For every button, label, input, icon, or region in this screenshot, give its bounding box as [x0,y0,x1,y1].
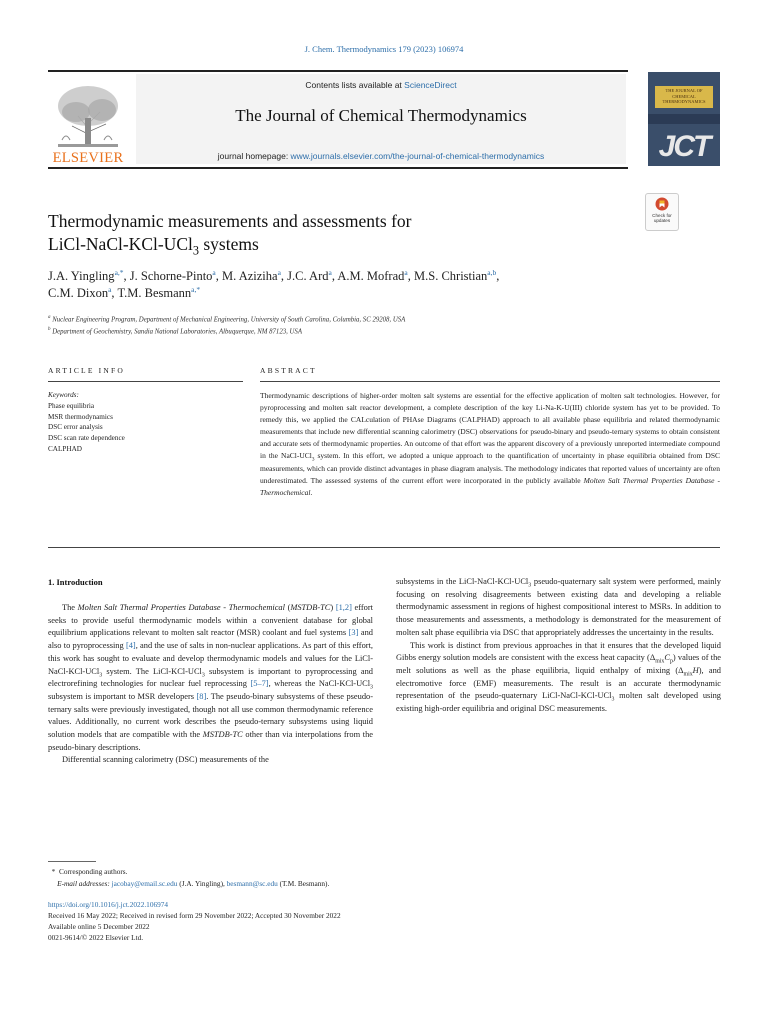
email-label: E-mail addresses: [57,878,110,888]
affiliation-a [48,313,688,325]
author-name[interactable]: M. Aziziha [222,269,278,283]
header-rule [48,70,628,72]
body-column-left [48,602,373,767]
available-date: Available online 5 December 2022 [48,922,150,931]
title-line-2 [48,233,608,256]
keywords-label: Keywords: [48,391,79,399]
affiliation-marker[interactable]: a,* [114,267,124,277]
author-name[interactable]: J. Schorne-Pinto [129,269,213,283]
affiliation-marker[interactable]: a,b [487,267,497,277]
cover-abbreviation: JCT [658,130,710,163]
affiliation-text: Department of Geochemistry, Sandia National Laboratories, Albuquerque, NM 87123, USA [52,328,302,336]
homepage-label: journal homepage: [217,151,291,161]
citation-link[interactable]: [5–7] [250,679,269,689]
affiliation-marker[interactable]: a [404,267,408,277]
email-owner: (T.M. Besmann). [277,878,330,888]
keyword: CALPHAD [48,444,82,453]
email-link-besmann[interactable]: besmann@sc.edu [226,878,278,888]
abstract-subscript: 3 [311,456,315,463]
body-paragraph: This work is distinct from previous approaches in that it ensures that the developed liquid Gibbs energy solution models are consistent with the excess heat capacity $(\Delta_{mix}C_p)$ values of the melt solutions as well as the phase equilibria, liquid enthalpy of mixing $(\Delta_{mix}H)$, and electromotive force (EMF) measurements. The result is an accurate thermodynamic representation of the pseudo-quaternary LiCl-NaCl-KCl-UCl$_3$ molten salt developed using existing high-order equilibria and original DSC measurements. [396,640,721,714]
copyright: 0021-9614/© 2022 Elsevier Ltd. [48,933,144,942]
abstract-part-2: system. In this effort, we adopted a unique approach to the quantification of uncertainty in phase equilibria obtained from DSC measurements, which can provide distinct advantages in phase diagram analysis. The methodology indicates that reported values of uncertainty are often underestimated. The assessed systems of the current effort were incorporated in the publicly available [260,451,721,485]
affiliation-marker[interactable]: a [108,284,112,294]
citation-link[interactable]: [8] [196,691,207,701]
abstract-part-1: Thermodynamic descriptions of higher-order molten salt systems are essential for the effective application of molten salt technologies. However, for pyroprocessing and molten salt reactor development, a complete description of the key Li-Na-K-U(III) chloride system has yet to be provided. To remedy this, we applied the CALculation of PHAse Diagrams (CALPHAD) approach to all available phase equilibria and related thermodynamic measurements that include new differential scanning calorimetry (DSC) observations for pseudo-binary and pseudo-ternary systems to obtain consistent and accurate sets of thermodynamic properties. An outcome of that effort was the apparent discovery of a previously unreported intermediate compound in the NaCl-UCl [260,391,720,461]
keywords [48,390,243,455]
title-line-2-text: LiCl-NaCl-KCl-UCl [48,234,193,254]
journal-title: The Journal of Chemical Thermodynamics [235,106,527,125]
article-title [48,210,608,256]
body-paragraph: Differential scanning calorimetry (DSC) measurements of the [62,755,269,765]
body-column-right [396,576,721,716]
cover-label: THE JOURNAL OF CHEMICAL THERMODYNAMICS [655,86,713,108]
body-paragraph: subsystems in the LiCl-NaCl-KCl-UCl$_3$ pseudo-quaternary salt system were performed, mainly focusing on resolving disagreements between existing data and developing a reliable thermodynamic assessment in regions of highest compositional interest to MSRs. In addition to those measurements and assessments, a methodology is demonstrated for the measurement of molten salt phase equilibria via DSC that appropriately addresses the uncertainty in the results. [396,577,721,637]
author-list: J.A. Yingling$^{a,*}$, J. Schorne-Pinto$^a$, M. Aziziha$^a$, J.C. Ard$^a$, A.M. Mofrad$^a$, M.S. Christian$^{a,b}$, C.M. Dixon$^a$, T.M. Besmann$^{a,*}$ [48,267,500,300]
keyword: DSC scan rate dependence [48,434,125,443]
affiliation-text: Nuclear Engineering Program, Department of Mechanical Engineering, University of South Carolina, Columbia, SC 29208, USA [52,316,406,324]
email-note [48,878,720,890]
check-updates-label: Check for updates [652,213,672,223]
corresponding-note: * Corresponding authors. [48,867,128,876]
section-rule [48,381,243,382]
affiliation-b [48,325,688,337]
journal-reference[interactable]: J. Chem. Thermodynamics 179 (2023) 106974 [304,44,464,54]
section-rule [260,381,720,382]
contents-line [136,80,626,90]
email-link-yingling[interactable]: jacobay@email.sc.edu [111,878,178,888]
abstract-text [260,390,720,499]
title-subscript: 3 [192,243,199,258]
keyword: Phase equilibria [48,401,95,410]
affiliation-mark: b [48,327,51,333]
footnote-rule [48,861,96,862]
email-owner: (J.A. Yingling), [177,878,227,888]
homepage-line [136,151,626,161]
affiliation-marker[interactable]: a [277,267,281,277]
cover-stripe [648,114,720,124]
author-name[interactable]: A.M. Mofrad [337,269,405,283]
citation-link[interactable]: [1,2] [335,603,352,612]
author-name[interactable]: T.M. Besmann [117,286,192,300]
citation-link[interactable]: [4] [125,641,136,651]
homepage-link[interactable]: www.journals.elsevier.com/the-journal-of-chemical-thermodynamics [290,151,545,161]
body-paragraph: The Molten Salt Thermal Properties Database - Thermochemical (MSTDB-TC) [1,2] effort seeks to provide useful thermodynamic models within a convenient database for global equilibrium applications relevant to molten salt reactor (MSR) coolant and fuel systems [3] and also to pyroprocessing [4], and the use of salts in non-nuclear applications. As part of this effort, this work has sought to evaluate and develop thermodynamic models and values for the LiCl-NaCl-KCl-UCl$_3$ system. The LiCl-KCl-UCl$_3$ subsystem is important to pyroprocessing and electrorefining technologies for nuclear fuel reprocessing [5–7], whereas the NaCl-KCl-UCl$_3$ subsystem is important to MSR developers [8]. The pseudo-binary subsystems of these pseudo-ternary salts were previously investigated, though not all use common thermodynamic reference values. Additionally, no current work describes the pseudo-ternary subsystems using liquid solution models that are compatible with the MSTDB-TC other than via interpolations from the pseudo-binary descriptions. [48,603,373,752]
affiliation-marker[interactable]: a [328,267,332,277]
author-name[interactable]: J.C. Ard [287,269,329,283]
publication-info [48,899,720,943]
corresponding-text: Corresponding authors. [58,867,128,876]
journal-cover[interactable] [648,72,720,166]
affiliation-mark: a [48,315,51,320]
citation-link[interactable]: [3] [348,628,359,638]
abstract-end: . [310,487,313,497]
author-name[interactable]: J.A. Yingling [48,269,115,283]
article-info-heading: ARTICLE INFO [48,366,125,375]
affiliation-marker[interactable]: a,* [191,284,201,294]
section-rule [48,547,720,548]
elsevier-wordmark: ELSEVIER [52,150,124,166]
sciencedirect-link[interactable]: ScienceDirect [404,80,457,90]
author-name[interactable]: C.M. Dixon [48,286,109,300]
elsevier-logo[interactable] [48,78,128,164]
footnotes [48,866,720,889]
title-line-1: Thermodynamic measurements and assessments for [48,211,412,231]
introduction-heading: 1. Introduction [48,577,103,587]
title-line-2-tail: systems [198,234,259,254]
doi-link[interactable]: https://doi.org/10.1016/j.jct.2022.106974 [48,900,169,909]
affiliation-marker[interactable]: a [212,267,216,277]
bookmark-icon [655,197,669,211]
header-rule [48,167,628,169]
author-name[interactable]: M.S. Christian [414,269,488,283]
abstract-heading: ABSTRACT [260,366,317,375]
received-dates: Received 16 May 2022; Received in revised form 29 November 2022; Accepted 30 November 2022 [48,911,341,920]
keyword: DSC error analysis [48,423,103,432]
affiliations [48,313,688,338]
contents-prefix: Contents lists available at [305,80,405,90]
database-name: Molten Salt Thermal Properties Database - Thermochemical [260,475,720,497]
keyword: MSR thermodynamics [48,412,113,421]
check-for-updates-button[interactable] [645,193,679,231]
